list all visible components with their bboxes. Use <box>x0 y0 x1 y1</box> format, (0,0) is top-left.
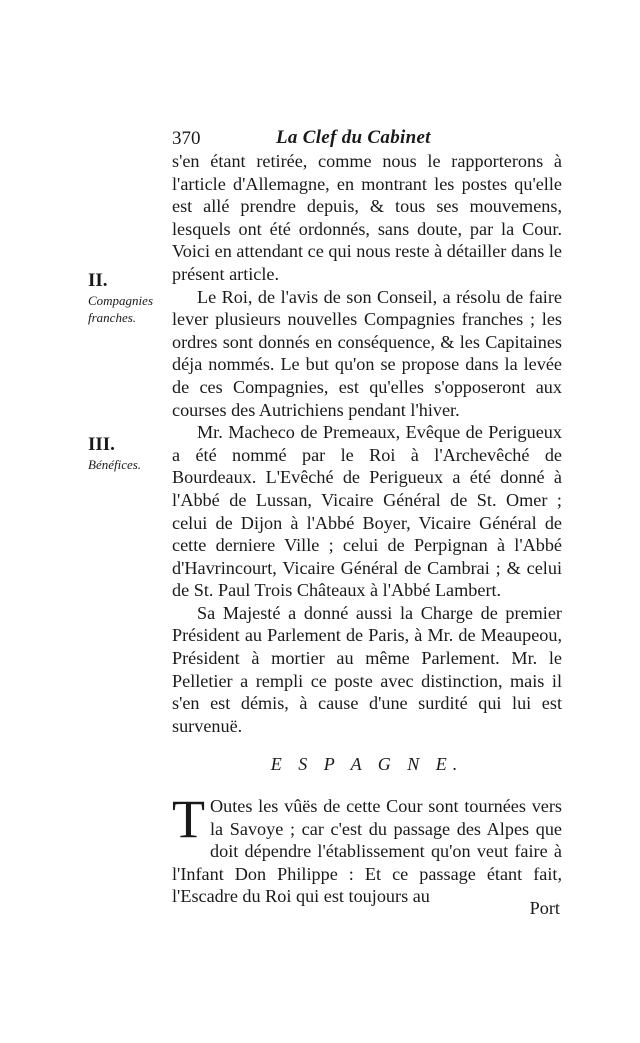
paragraph: Sa Majesté a donné aussi la Charge de premier Président au Parlement de Paris, à Mr. de Meaupeou, Président à mortier au même Parlement. Mr. le Pelletier a rempli ce poste avec distinction, mais il s'en est démis, à cause d'une surdité qui lui est survenuë. <box>172 602 562 736</box>
margin-note-benefices <box>88 434 168 473</box>
margin-note-text: Bénéfices. <box>88 457 142 472</box>
page-number: 370 <box>172 128 201 149</box>
margin-note-text: Compagnies franches. <box>88 293 153 325</box>
paragraph: Le Roi, de l'avis de son Conseil, a résolu de faire lever plusieurs nouvelles Compagnies franches ; les ordres sont donnés en conséquence, & les Capitaines déja nommés. Le but qu'on se propose dans la levée de ces Compagnies, est qu'elles s'opposeront aux courses des Autrichiens pendant l'hiver. <box>172 286 562 420</box>
catchword: Port <box>529 898 560 918</box>
margin-note-number: II. <box>88 270 108 291</box>
espagne-text <box>172 789 562 908</box>
margin-note-compagnies <box>88 270 168 326</box>
paragraph: Mr. Macheco de Premeaux, Evêque de Perigueux a été nommé par le Roi à l'Archevêché de Bourdeaux. L'Evêché de Perigueux a été donné à l'Abbé de Lussan, Vicaire Général de St. Omer ; celui de Dijon à l'Abbé Boyer, Vicaire Général de cette derniere Ville ; celui de Perpignan à l'Abbé d'Havrincourt, Vicaire Général de Cambrai ; & celui de St. Paul Trois Châteaux à l'Abbé Lambert. <box>172 422 562 601</box>
drop-cap: T <box>172 789 205 849</box>
paragraph: Outes les vûës de cette Cour sont tournées vers la Savoye ; car c'est du passage des Alpes que doit dépendre l'établissement qu'on veut faire à l'Infant Don Philippe : Et ce passage étant fait, l'Escadre du Roi qui est toujours au <box>172 796 562 907</box>
margin-note-number: III. <box>88 434 115 455</box>
main-text <box>172 150 562 737</box>
running-head <box>172 128 558 152</box>
running-title: La Clef du Cabinet <box>276 127 431 148</box>
paragraph: s'en étant retirée, comme nous le rapporterons à l'article d'Allemagne, en montrant les postes qu'elle est allé prendre depuis, & tous ses mouvemens, lesquels ont été ordonnés, sans doute, par la Cour. Voici en attendant ce qui nous reste à détailler dans le présent article. <box>172 151 562 284</box>
section-heading: E S P A G N E. <box>270 754 464 774</box>
